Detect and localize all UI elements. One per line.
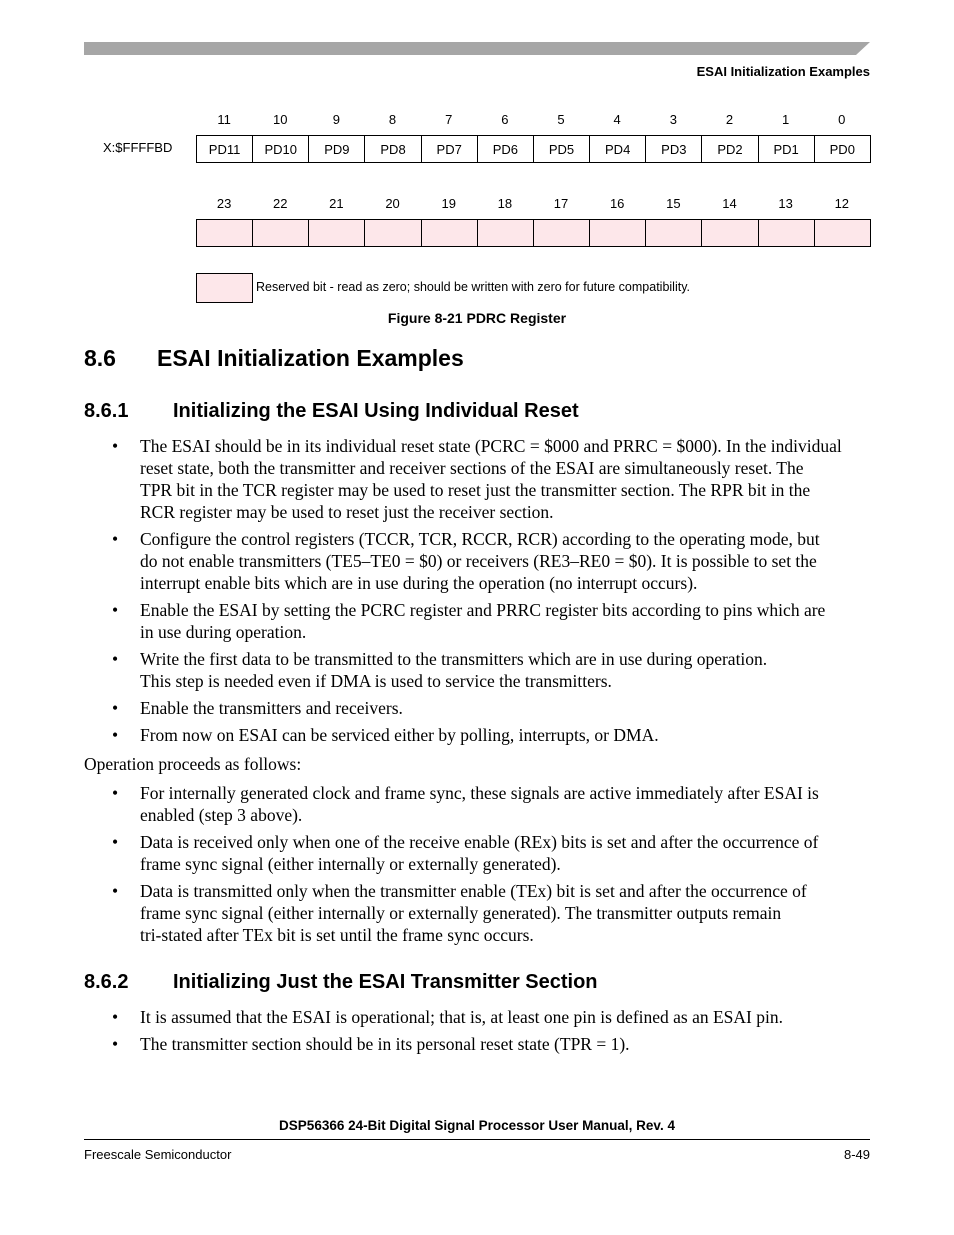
- reserved-bit-cell: [478, 220, 534, 246]
- bullet-text-line: Data is transmitted only when the transmitter enable (TEx) bit is set and after the occurrence of: [140, 881, 807, 901]
- bit-number: 11: [217, 112, 231, 127]
- bullet-icon: •: [112, 881, 119, 901]
- bit-number: 13: [778, 196, 793, 211]
- list-item: [112, 528, 872, 594]
- register-field: PD4: [590, 136, 646, 162]
- reserved-bit-cell: [759, 220, 815, 246]
- bit-number: 10: [273, 112, 288, 127]
- subsection-2-number: 8.6.2: [84, 971, 129, 993]
- bit-number: 9: [332, 112, 340, 127]
- section-heading: [84, 345, 464, 372]
- list-item: [112, 435, 872, 523]
- register-field: PD7: [422, 136, 478, 162]
- bullet-text-line: do not enable transmitters (TE5–TE0 = $0) or receivers (RE3–RE0 = $0). It is possible to set the: [140, 551, 817, 571]
- reserved-bit-cell: [365, 220, 421, 246]
- reserved-bit-cell: [253, 220, 309, 246]
- bullet-icon: •: [112, 725, 119, 745]
- register-field: PD10: [253, 136, 309, 162]
- bullet-text-line: RCR register may be used to reset just the receiver section.: [140, 502, 554, 522]
- subsection-1-title: Initializing the ESAI Using Individual Reset: [173, 400, 579, 422]
- register-field: PD5: [534, 136, 590, 162]
- bit-number: 4: [613, 112, 621, 127]
- bit-number: 3: [669, 112, 677, 127]
- list-item: [112, 1033, 872, 1055]
- subsection-1-number: 8.6.1: [84, 400, 129, 422]
- register-field: PD11: [197, 136, 253, 162]
- bullet-icon: •: [112, 529, 119, 549]
- bullet-text-line: Enable the ESAI by setting the PCRC register and PRRC register bits according to pins which are: [140, 600, 826, 620]
- section-title: ESAI Initialization Examples: [157, 345, 464, 371]
- register-field: PD3: [646, 136, 702, 162]
- register-field: PD8: [365, 136, 421, 162]
- bit-number: 5: [557, 112, 565, 127]
- reserved-bit-cell: [534, 220, 590, 246]
- bullet-text-line: The transmitter section should be in its personal reset state (TPR = 1).: [140, 1034, 630, 1054]
- register-field: PD9: [309, 136, 365, 162]
- reserved-legend-swatch: [196, 273, 253, 303]
- subsection-2-title: Initializing Just the ESAI Transmitter Section: [173, 971, 598, 993]
- subsection-1-heading: [84, 400, 579, 423]
- bullet-icon: •: [112, 436, 119, 456]
- section-number: 8.6: [84, 345, 116, 371]
- bit-number: 2: [725, 112, 734, 127]
- bullet-text-line: The ESAI should be in its individual reset state (PCRC = $000 and PRRC = $000). In the individual: [140, 436, 842, 456]
- bullet-text-line: TPR bit in the TCR register may be used to reset just the transmitter section. The RPR bit in the: [140, 480, 811, 500]
- bullet-text-line: frame sync signal (either internally or externally generated). The transmitter outputs remain: [140, 903, 782, 923]
- bullet-text-line: enabled (step 3 above).: [140, 805, 303, 825]
- operation-intro: Operation proceeds as follows:: [84, 754, 302, 774]
- register-field: PD0: [815, 136, 871, 162]
- bit-number: 14: [722, 196, 737, 211]
- register-field: PD1: [759, 136, 815, 162]
- bullet-text-line: This step is needed even if DMA is used to service the transmitters.: [140, 671, 612, 691]
- footer-title: DSP56366 24-Bit Digital Signal Processor User Manual, Rev. 4: [279, 1118, 675, 1133]
- bit-number: 15: [666, 196, 681, 211]
- operation-bullet-list: [112, 782, 872, 951]
- low-bit-numbers: [196, 112, 870, 127]
- list-item: [112, 648, 872, 692]
- bullet-icon: •: [112, 600, 119, 620]
- bullet-text-line: Enable the transmitters and receivers.: [140, 698, 403, 718]
- figure-caption: Figure 8-21 PDRC Register: [387, 310, 567, 326]
- bit-number: 16: [609, 196, 625, 211]
- bullet-text-line: tri-stated after TEx bit is set until the frame sync occurs.: [140, 925, 534, 945]
- subsection-1-bullet-list: [112, 435, 872, 751]
- list-item: [112, 724, 872, 746]
- footer-page-number: 8-49: [843, 1147, 870, 1162]
- bullet-text-line: reset state, both the transmitter and receiver sections of the ESAI are simultaneously reset. The: [140, 458, 804, 478]
- reserved-bit-cell: [646, 220, 702, 246]
- bit-number: 18: [497, 196, 513, 211]
- list-item: [112, 697, 872, 719]
- bullet-icon: •: [112, 698, 119, 718]
- running-head: ESAI Initialization Examples: [696, 64, 870, 79]
- list-item: [112, 880, 872, 946]
- subsection-2-bullet-list: [112, 1006, 872, 1060]
- bullet-icon: •: [112, 783, 119, 803]
- bullet-text-line: For internally generated clock and frame sync, these signals are active immediately after ESAI is: [140, 783, 819, 803]
- bit-number: 0: [838, 112, 846, 127]
- subsection-2-heading: [84, 971, 598, 994]
- bullet-text-line: Write the first data to be transmitted to the transmitters which are in use during operation.: [140, 649, 768, 669]
- bullet-text-line: frame sync signal (either internally or externally generated).: [140, 854, 561, 874]
- low-register-fields: [196, 135, 871, 163]
- bullet-text-line: From now on ESAI can be serviced either by polling, interrupts, or DMA.: [140, 725, 659, 745]
- bullet-icon: •: [112, 1034, 119, 1054]
- footer-publisher: Freescale Semiconductor: [84, 1147, 232, 1162]
- register-field: PD2: [702, 136, 758, 162]
- bit-number: 12: [834, 196, 850, 211]
- bullet-text-line: in use during operation.: [140, 622, 307, 642]
- bit-number: 19: [441, 196, 456, 211]
- bit-number: 6: [501, 112, 509, 127]
- register-field: PD6: [478, 136, 534, 162]
- list-item: [112, 1006, 872, 1028]
- list-item: [112, 599, 872, 643]
- reserved-bit-cell: [197, 220, 253, 246]
- reserved-bit-cell: [422, 220, 478, 246]
- bit-number: 22: [273, 196, 288, 211]
- reserved-bit-cell: [309, 220, 365, 246]
- bullet-text-line: interrupt enable bits which are in use during the operation (no interrupt occurs).: [140, 573, 698, 593]
- footer-rule: [84, 1139, 870, 1140]
- list-item: [112, 831, 872, 875]
- bullet-text-line: It is assumed that the ESAI is operational; that is, at least one pin is defined as an ESAI pin.: [140, 1007, 783, 1027]
- reserved-legend-text: Reserved bit - read as zero; should be written with zero for future compatibility.: [256, 280, 690, 294]
- bullet-text-line: Data is received only when one of the receive enable (REx) bits is set and after the occurrence of: [140, 832, 819, 852]
- bullet-icon: •: [112, 1007, 119, 1027]
- bit-number: 20: [385, 196, 400, 211]
- reserved-bit-cell: [702, 220, 758, 246]
- bullet-icon: •: [112, 832, 119, 852]
- bit-number: 21: [329, 196, 344, 211]
- high-bit-numbers: [196, 196, 870, 211]
- register-address: X:$FFFFBD: [103, 140, 173, 155]
- list-item: [112, 782, 872, 826]
- reserved-bit-cell: [815, 220, 871, 246]
- bit-number: 17: [553, 196, 569, 211]
- bit-number: 23: [216, 196, 232, 211]
- bullet-icon: •: [112, 649, 119, 669]
- high-register-fields: [196, 219, 871, 247]
- reserved-bit-cell: [590, 220, 646, 246]
- header-bar: [84, 42, 870, 55]
- bullet-text-line: Configure the control registers (TCCR, TCR, RCCR, RCR) according to the operating mode, but: [140, 529, 820, 549]
- bit-number: 7: [445, 112, 453, 127]
- bit-number: 8: [388, 112, 397, 127]
- bit-number: 1: [782, 112, 790, 127]
